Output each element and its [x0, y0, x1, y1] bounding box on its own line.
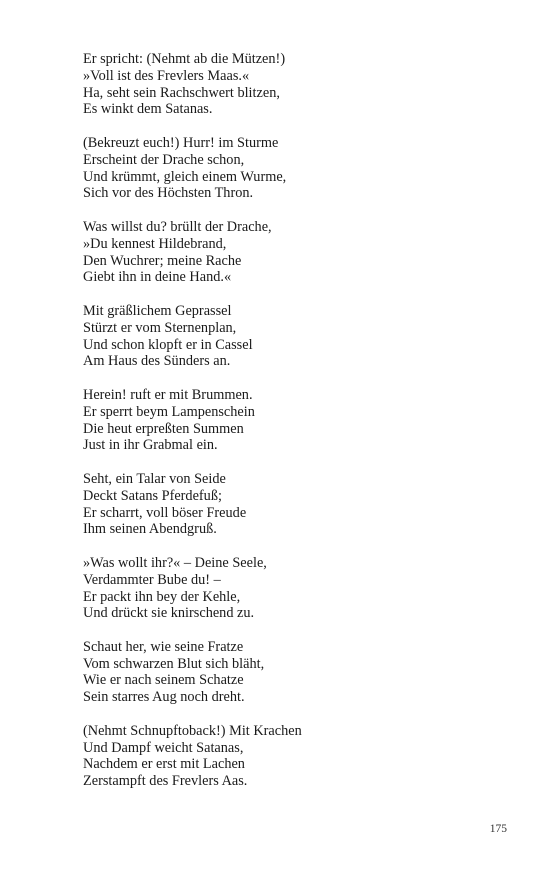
- poem-line: Am Haus des Sünders an.: [83, 353, 231, 370]
- poem-line: Was willst du? brüllt der Drache,: [83, 218, 272, 235]
- page-number: 175: [489, 823, 507, 835]
- poem-line: Herein! ruft er mit Brummen.: [83, 386, 253, 403]
- poem-line: Er scharrt, voll böser Freude: [83, 504, 247, 521]
- poem-line: Ihm seinen Abendgruß.: [83, 521, 217, 538]
- stanza-8: [83, 639, 503, 706]
- poem-line: Ha, seht sein Rachschwert blitzen,: [83, 84, 280, 101]
- poem-line: Wie er nach seinem Schatze: [83, 672, 244, 689]
- poem-line: »Voll ist des Frevlers Maas.«: [83, 67, 250, 84]
- poem-line: Schaut her, wie seine Fratze: [83, 638, 244, 655]
- poem-line: Und drückt sie knirschend zu.: [83, 605, 255, 622]
- poem-line: Die heut erpreßten Summen: [83, 420, 244, 437]
- stanza-5: [83, 387, 503, 454]
- stanza-3: [83, 219, 503, 286]
- poem-text: [83, 51, 503, 807]
- poem-line: Er sperrt beym Lampenschein: [83, 403, 255, 420]
- poem-line: Just in ihr Grabmal ein.: [83, 437, 218, 454]
- poem-line: Es winkt dem Satanas.: [83, 101, 213, 118]
- poem-line: Er spricht: (Nehmt ab die Mützen!): [83, 51, 286, 67]
- poem-line: Und schon klopft er in Cassel: [83, 336, 253, 353]
- stanza-9: [83, 723, 503, 790]
- poem-line: Sich vor des Höchsten Thron.: [83, 185, 254, 202]
- poem-line: Er packt ihn bey der Kehle,: [83, 588, 241, 605]
- stanza-4: [83, 303, 503, 370]
- poem-line: Nachdem er erst mit Lachen: [83, 756, 245, 773]
- poem-line: »Was wollt ihr?« – Deine Seele,: [83, 554, 267, 571]
- poem-line: Den Wuchrer; meine Rache: [83, 252, 242, 269]
- poem-line: Stürzt er vom Sternenplan,: [83, 319, 237, 336]
- poem-line: Seht, ein Talar von Seide: [83, 470, 226, 487]
- poem-line: Mit gräßlichem Geprassel: [83, 302, 232, 319]
- poem-line: (Bekreuzt euch!) Hurr! im Sturme: [83, 134, 279, 151]
- stanza-1: [83, 51, 503, 118]
- poem-line: Giebt ihn in deine Hand.«: [83, 269, 232, 286]
- poem-line: Sein starres Aug noch dreht.: [83, 689, 245, 706]
- stanza-6: [83, 471, 503, 538]
- poem-line: Und krümmt, gleich einem Wurme,: [83, 168, 287, 185]
- poem-line: Vom schwarzen Blut sich bläht,: [83, 655, 265, 672]
- poem-line: Zerstampft des Frevlers Aas.: [83, 773, 248, 790]
- poem-line: Und Dampf weicht Satanas,: [83, 739, 244, 756]
- poem-line: Deckt Satans Pferdefuß;: [83, 487, 222, 504]
- stanza-7: [83, 555, 503, 622]
- poem-line: Verdammter Bube du! –: [83, 571, 221, 588]
- poem-line: »Du kennest Hildebrand,: [83, 235, 227, 252]
- poem-line: Erscheint der Drache schon,: [83, 151, 245, 168]
- poem-line: (Nehmt Schnupftoback!) Mit Krachen: [83, 722, 302, 739]
- stanza-2: [83, 135, 503, 202]
